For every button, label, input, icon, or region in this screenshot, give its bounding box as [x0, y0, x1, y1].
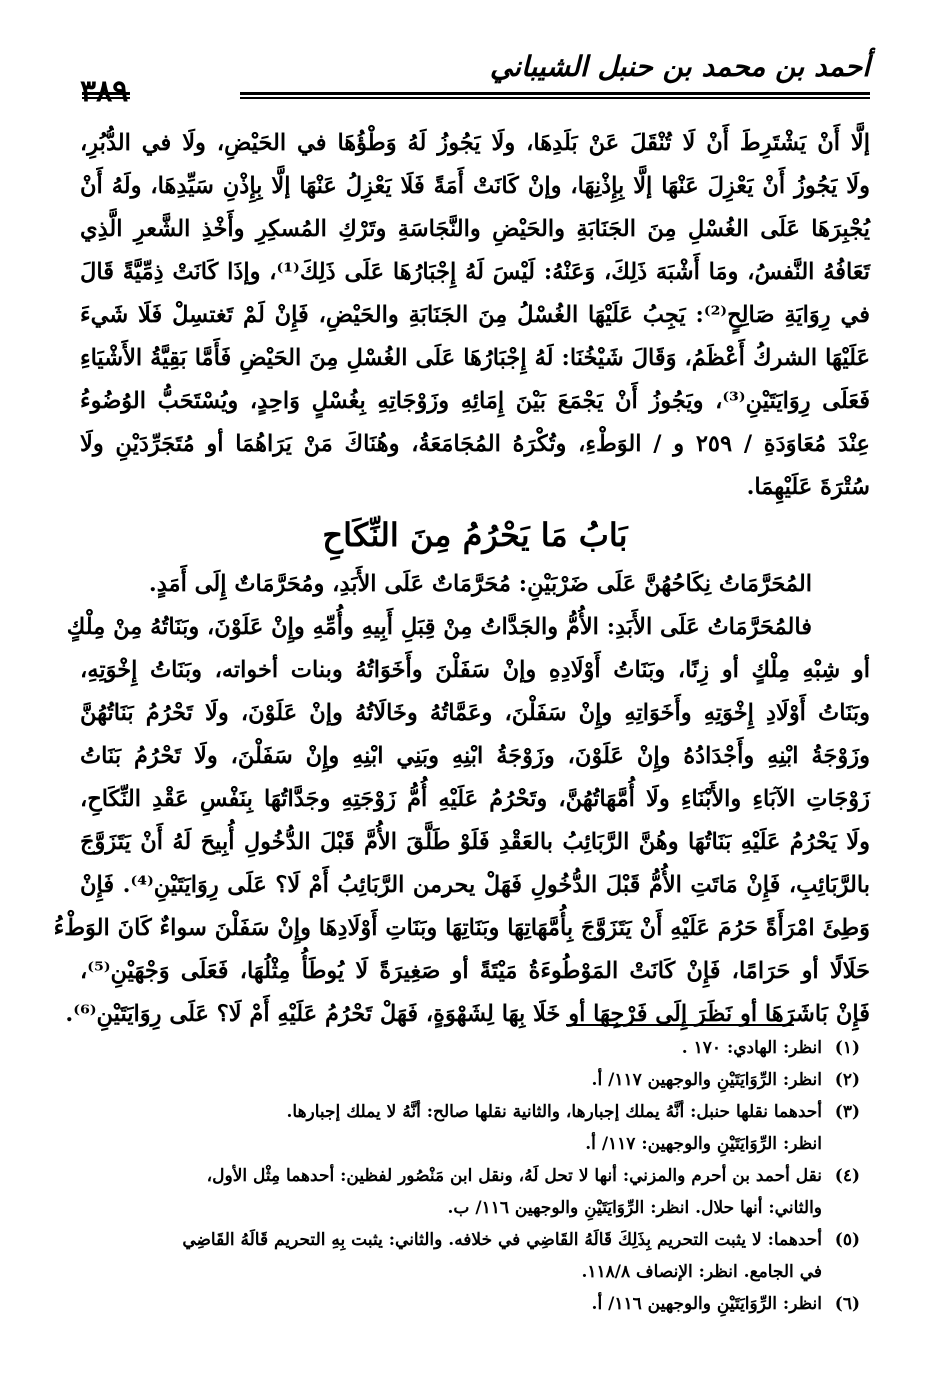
section-title: بَابُ مَا يَحْرُمُ مِنَ النِّكَاحِ	[322, 516, 628, 554]
footnote-text: نقل أحمد بن أحرم والمزني: أنها لا تحل لَهُ، ونقل ابن مَنْصُور لفظين: أحدهما مِثْل الأول،	[206, 1166, 822, 1186]
text-line: ولَا يَحْرُمُ عَلَيْهِ بَنَاتُهَا وهُنَّ الرَّبَائِبُ بالعَقْدِ فَلَوْ طَلَّقَ الأُمَّ قَبْلَ الدُّخُولِ أُبِيحَ لَهُ أَنْ يَتَزَوَّجَ	[80, 829, 870, 855]
text-line: يُجْبِرَهَا عَلَى الغُسْلِ مِنَ الجَنَابَةِ والحَيْضِ والنَّجَاسَةِ وتَرْكِ المُسكِرِ وأَخْذِ الشَّعرِ الَّذِي	[80, 216, 870, 242]
text-line: وزَوْجَةُ ابْنِهِ وأَجْدَادُهُ وإِنْ عَلَوْنَ، وزَوْجَةُ ابْنِهِ وبَنِي ابْنِهِ وإِنْ سَفَلْنَ، ولَا تَحْرُمُ بَنَاتُ	[80, 743, 870, 769]
text-line: ولَا يَجُوزُ أَنْ يَعْزِلَ عَنْهَا إلَّا بِإِذْنِهَا، وإنْ كَانَتْ أَمَةً فَلَا يَعْزِلُ عَنْهَا إلَّا بِإِذْنِ سَيِّدِهَا، ولَهُ أَنْ	[80, 173, 870, 199]
footnote-text: أحدهما نقلها حنبل: أنَّهُ يملك إجبارها، والثانية نقلها صالح: أنَّهُ لا يملك إجبارها.	[286, 1102, 822, 1122]
text-line: فالمُحَرَّمَاتُ عَلَى الأَبَدِ: الأُمُّ والجَدَّاتُ مِنْ قِبَلِ أَبِيهِ وأُمِّهِ وإِنْ عَلَوْنَ، وبَنَاتُهُ مِنْ مِلْكٍ	[66, 614, 812, 640]
text-line: أو شِبْهِ مِلْكٍ أو زِنًا، وبَنَاتُ أَوْلَادِهِ وإنْ سَفَلْنَ وأَخَوَاتُهُ وبنات أخواته، وبَنَاتُ إِخْوَتِهِ،	[80, 657, 870, 683]
page-header	[80, 50, 870, 110]
running-title: أحمد بن محمد بن حنبل الشيباني	[489, 50, 870, 83]
main-text	[53, 122, 870, 1036]
text-line: إلَّا أَنْ يَشْتَرِطَ أَنْ لَا تُنْقَلَ عَنْ بَلَدِهَا، ولَا يَجُوزُ لَهُ وَطْؤُهَا في الحَيْضِ، ولَا في الدُّبُرِ،	[80, 130, 870, 156]
text-line: بالرَّبَائِبِ، فَإِنْ مَاتَتِ الأُمُّ قَبْلَ الدُّخُولِ فَهَلْ يحرمن الرَّبَائِبُ أَمْ لَا؟ عَلَى رِوَايَتَيْنِ⁽⁴⁾. فَإِنْ	[80, 872, 870, 898]
footnote-number: (٤)	[834, 1166, 860, 1186]
text-line: زَوْجَاتِ الآبَاءِ والأَبْنَاءِ ولَا أُمَّهَاتُهُنَّ، وتَحْرُمُ عَلَيْهِ أُمُّ زَوْجَتِهِ وجَدَّاتُهَا بِنَفْسِ عَقْدِ النِّكَاحِ،	[80, 786, 870, 812]
footnote	[88, 1160, 860, 1192]
footnote-text: انظر: الهادي: ١٧٠ .	[681, 1038, 822, 1058]
footnote	[88, 1032, 860, 1064]
text-line: المُحَرَّمَاتُ نِكَاحُهُنَّ عَلَى ضَرْبَيْنِ: مُحَرَّمَاتٌ عَلَى الأَبَدِ، ومُحَرَّمَاتٌ إِلَى أَمَدٍ.	[148, 571, 812, 597]
footnote-continuation: والثاني: أنها حلال. انظر: الرِّوَايَتَيْنِ والوجهين ١١٦/ ب.	[447, 1198, 822, 1218]
footnote-text: انظر: الرِّوَايَتَيْنِ والوجهين ١١٦/ أ.	[591, 1294, 822, 1314]
footnote	[88, 1096, 860, 1128]
text-line: وَطِئَ امْرَأَةً حَرُمَ عَلَيْهِ أَنْ يَتَزَوَّجَ بِأُمَّهَاتِهَا وبَنَاتِهَا وبَنَاتِ أَوْلَادِهَا وإِنْ سَفَلْنَ سواءٌ كَانَ الوَطْءُ	[53, 915, 870, 941]
footnote	[88, 1064, 860, 1096]
text-line: في رِوَايَةِ صَالِحٍ⁽²⁾: يَجِبُ عَلَيْهَا الغُسْلُ مِنَ الجَنَابَةِ والحَيْضِ، فَإِنْ لَمْ تَغتسِلْ فَلَا شَيءَ	[80, 302, 870, 328]
footnote-number: (١)	[834, 1038, 860, 1058]
footnote-separator	[566, 1024, 794, 1026]
text-line: حَلَالًا أو حَرَامًا، فَإِنْ كَانَتْ المَوْطُوءَةُ مَيْتَةً أو صَغِيرَةً لَا يُوطَأُ مِثْلُهَا، فَعَلَى وَجْهَيْنِ⁽⁵⁾،	[80, 958, 870, 984]
text-line: عَلَيْهَا الشركُ أَعْظَمُ، وَقَالَ شَيْخُنَا: لَهُ إِجْبَارُهَا عَلَى الغُسْلِ مِنَ الحَيْضِ فَأَمَّا بَقِيَّةُ الأَشْيَاءِ	[80, 345, 870, 371]
page-number: ٣٨٩	[80, 74, 129, 109]
footnote-number: (٢)	[834, 1070, 860, 1090]
text-line: وبَنَاتُ أَوْلَادِ إِخْوَتِهِ وأَخَوَاتِهِ وإِنْ سَفَلْنَ، وعَمَّاتُهُ وخَالَاتُهُ وإنْ عَلَوْنَ، ولَا تَحْرُمُ بَنَاتُهُنَّ	[80, 700, 870, 726]
footnotes	[88, 1032, 860, 1320]
text-line: عِنْدَ مُعَاوَدَةِ / ٢٥٩ و / الوَطْءِ، وتُكْرَهُ المُجَامَعَةُ، وهُنَاكَ مَنْ يَرَاهُمَا أو مُتَجَرِّدَيْنِ ولَا	[80, 431, 870, 457]
footnote-number: (٦)	[834, 1294, 860, 1314]
footnote-continuation: في الجامع. انظر: الإنصاف ١١٨/٨.	[581, 1262, 822, 1282]
text-line: فَعَلَى رِوَايَتَيْنِ⁽³⁾، ويَجُوزُ أَنْ يَجْمَعَ بَيْنَ إِمَائِهِ وزَوْجَاتِهِ بِغُسْلٍ وَاحِدٍ، ويُسْتَحَبُّ الوُضُوءُ	[80, 388, 870, 414]
footnote-text: انظر: الرِّوَايَتَيْنِ والوجهين ١١٧/ أ.	[591, 1070, 822, 1090]
footnote-number: (٣)	[834, 1102, 860, 1122]
footnote-number: (٥)	[834, 1230, 860, 1250]
text-line: فَإِنْ بَاشَرَهَا أو نَظَرَ إِلَى فَرْجِهَا أو خَلَا بِهَا لِشَهْوَةٍ، فَهَلْ تَحْرُمُ عَلَيْهِ أَمْ لَا؟ عَلَى رِوَايَتَيْنِ⁽⁶⁾.	[65, 1001, 870, 1027]
footnote-continuation: انظر: الرِّوَايَتَيْنِ والوجهين: ١١٧/ أ.	[585, 1134, 822, 1154]
header-rule	[240, 92, 870, 99]
footnote	[88, 1288, 860, 1320]
footnote-text: أحدهما: لا يثبت التحريم بِذَلِكَ قَالَهُ القَاضِي في خلافه. والثاني: يثبت بِهِ التحريم قَالَهُ القَاضِي	[182, 1230, 822, 1250]
header-rule-short	[82, 92, 130, 99]
text-line: سُتْرَةَ عَلَيْهِمَا.	[746, 474, 870, 500]
footnote	[88, 1224, 860, 1256]
text-line: تَعَافُهُ النَّفسُ، ومَا أَشْبَهَ ذَلِكَ، وَعَنْهُ: لَيْسَ لَهُ إِجْبَارُهَا عَلَى ذَلِكَ⁽¹⁾، وإذَا كَانَتْ ذِمِّيَّةً قَالَ	[80, 259, 870, 285]
